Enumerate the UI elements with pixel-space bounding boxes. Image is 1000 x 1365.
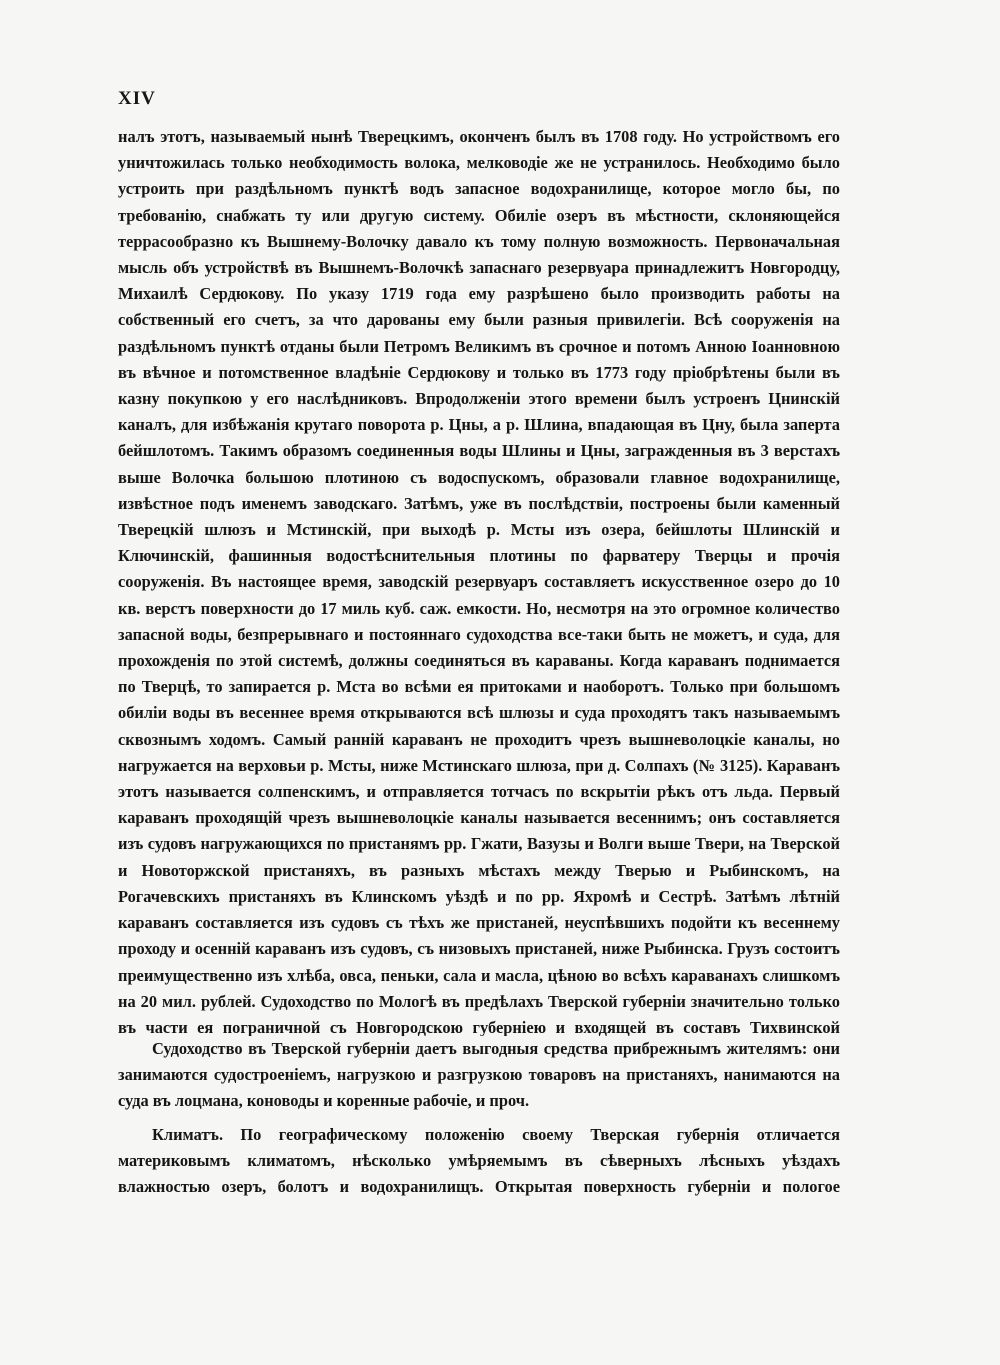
paragraph-navigation-history: налъ этотъ, называемый нынѣ Тверецкимъ, оконченъ былъ въ 1708 году. Но устройствомъ его уничтожилась только необходимость волока, мелководіе же не устранилось. Необходимо было устроить при раздѣльномъ пунктѣ водъ запасное водохранилище, которое могло бы, по требованію, снабжать ту или другую систему. Обиліе озеръ въ мѣстности, склоняющейся террасообразно къ Вышнему-Волочку давало къ тому полную возможность. Первоначальная мысль объ устройствѣ въ Вышнемъ-Волочкѣ запаснаго резервуара принадлежитъ Новгородцу, Михаилѣ Сердюкову. По указу 1719 года ему разрѣшено было производить работы на собственный его счетъ, за что дарованы ему были разныя привилегіи. Всѣ сооруженія на раздѣльномъ пунктѣ отданы были Петромъ Великимъ въ срочное и потомъ Анною Іоанновною въ вѣчное и потомственное владѣніе Сердюкову и только въ 1773 году пріобрѣтены были въ казну покупкою у его наслѣдниковъ. Впродолженіи этого времени былъ устроенъ Цнинскій каналъ, для избѣжанія крутаго поворота р. Цны, а р. Шлина, впадающая въ Цну, была заперта бейшлотомъ. Такимъ образомъ соединенныя воды Шлины и Цны, загражденныя въ 3 верстахъ выше Волочка большою плотиною съ водоспускомъ, образовали главное водохранилище, извѣстное подъ именемъ заводскаго. Затѣмъ, уже въ послѣдствіи, построены были каменный Тверецкій шлюзъ и Мстинскій, при выходѣ р. Мсты изъ озера, бейшлоты Шлинскій и Ключинскій, фашинныя водостѣснительныя плотины по фарватеру Тверцы и прочія сооруженія. Въ настоящее время, заводскій резервуаръ составляетъ искусственное озеро до 10 кв. верстъ поверхности до 17 миль куб. саж. емкости. Но, несмотря на это огромное количество запасной воды, безпрерывнаго и постояннаго судоходства все-таки быть не можетъ, и суда, для прохожденія по этой системѣ, должны соединяться въ караваны. Когда караванъ поднимается по Тверцѣ, то запирается р. Мста во всѣми ея притоками и наоборотъ. Только при большомъ обиліи воды въ весеннее время открываются всѣ шлюзы и суда проходятъ такъ называемымъ сквознымъ ходомъ. Самый ранній караванъ не проходитъ чрезъ вышневолоцкіе каналы, но нагружается на верховьи р. Мсты, ниже Мстинскаго шлюза, при д. Солпахъ (№ 3125). Караванъ этотъ называется солпенскимъ, и отправляется тотчасъ по вскрытіи рѣкъ отъ льда. Первый караванъ проходящій чрезъ вышневолоцкіе каналы называется весеннимъ; онъ составляется изъ судовъ нагружающихся по пристанямъ рр. Гжати, Вазузы и Волги выше Твери, на Тверской и Новоторжской пристаняхъ, въ разныхъ мѣстахъ между Тверью и Рыбинскомъ, на Рогачевскихъ пристаняхъ въ Клинскомъ уѣздѣ и по рр. Яхромѣ и Сестрѣ. Затѣмъ лѣтній караванъ составляется изъ судовъ съ тѣхъ же пристаней, неуспѣвшихъ подойти къ весеннему проходу и осенній караванъ изъ судовъ, съ низовыхъ пристаней, ниже Рыбинска. Грузъ состоитъ преимущественно изъ хлѣба, овса, пеньки, сала и масла, цѣною во всѣхъ караванахъ слишкомъ на 20 мил. рублей. Судоходство по Мологѣ въ предѣлахъ Тверской губерніи значительно только въ части ея пограничной съ Новгородскою губерніею и входящей въ составъ Тихвинской bbox=[118, 127, 840, 1036]
page-number: XIV bbox=[118, 88, 156, 109]
paragraph-climate: Климатъ. По географическому положенію своему Тверская губернія отличается материковымъ климатомъ, нѣсколько умѣряемымъ въ сѣверныхъ лѣсныхъ уѣздахъ влажностью озеръ, болотъ и водохранилищъ. Открытая поверхность губерніи и пологое bbox=[118, 1125, 840, 1197]
paragraph-shipping-income: Судоходство въ Тверской губерніи даетъ выгодныя средства прибрежнымъ жителямъ: они занимаются судостроеніемъ, нагрузкою и разгрузкою товаровъ на пристаняхъ, нанимаются на суда въ лоцмана, коноводы и коренные рабочіе, и проч. bbox=[118, 1039, 840, 1111]
body-text bbox=[118, 124, 840, 1202]
